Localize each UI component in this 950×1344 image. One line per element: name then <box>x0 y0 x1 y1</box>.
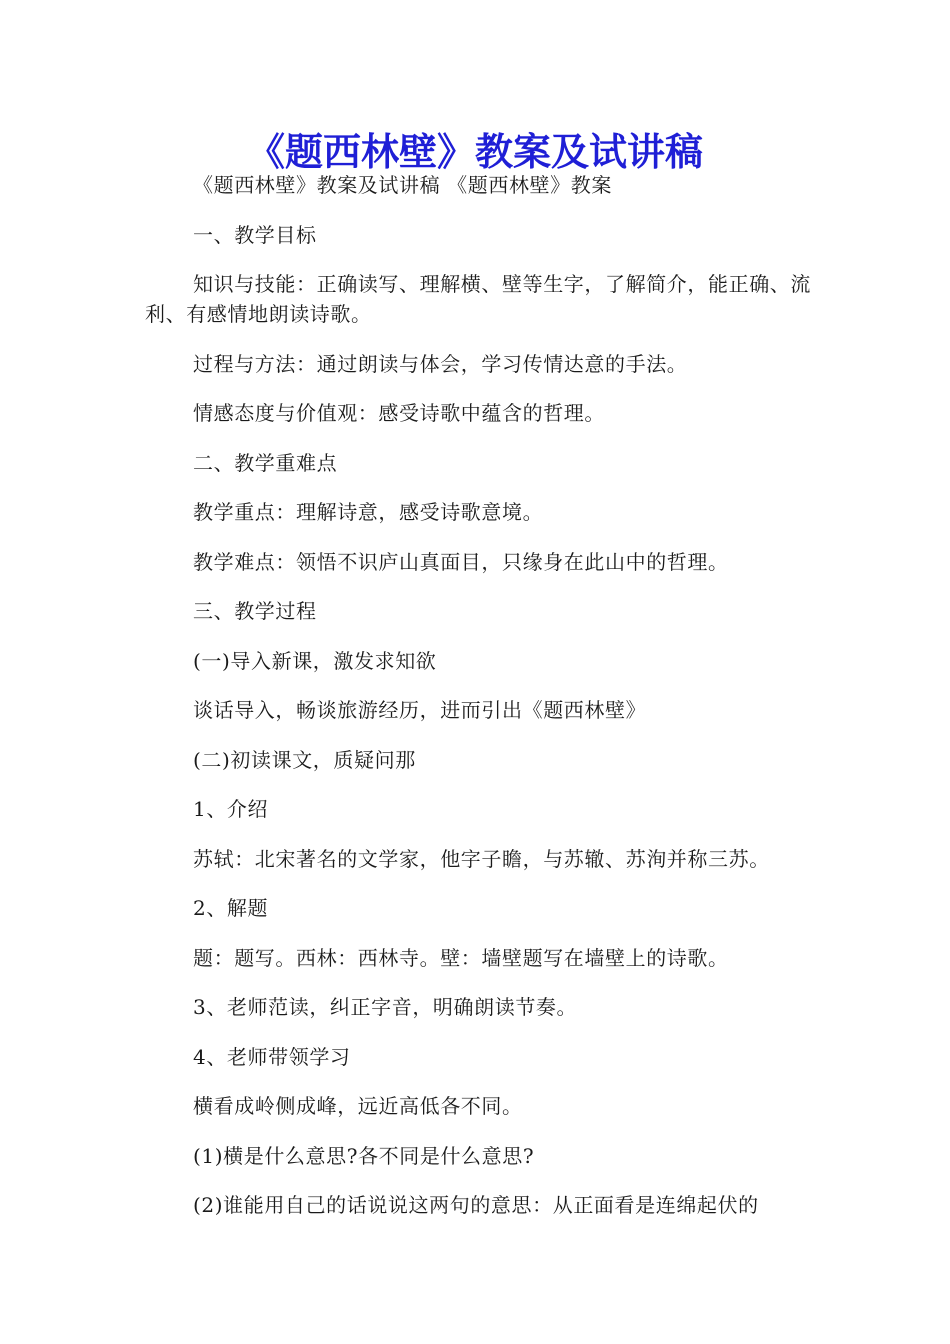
item-teacher-guided-study: 4、老师带领学习 <box>193 1044 351 1069</box>
document-body <box>145 170 815 1240</box>
section-heading-process: 三、教学过程 <box>193 599 317 623</box>
difficult-point: 教学难点：领悟不识庐山真面目，只缘身在此山中的哲理。 <box>193 549 729 574</box>
objective-process: 过程与方法：通过朗读与体会，学习传情达意的手法。 <box>193 351 688 376</box>
section-heading-key-points: 二、教学重难点 <box>193 450 338 475</box>
item-author-intro-heading: 1、介绍 <box>193 797 269 821</box>
step-heading-intro: (一)导入新课，激发求知欲 <box>193 648 437 673</box>
step-heading-first-reading: (二)初读课文，质疑问那 <box>193 747 416 772</box>
objective-emotion: 情感态度与价值观：感受诗歌中蕴含的哲理。 <box>193 401 605 425</box>
key-point: 教学重点：理解诗意，感受诗歌意境。 <box>193 500 544 524</box>
item-teacher-reading: 3、老师范读，纠正字音，明确朗读节奏。 <box>193 995 578 1019</box>
question-2: (2)谁能用自己的话说说这两句的意思：从正面看是连绵起伏的 <box>193 1193 759 1217</box>
poem-line: 横看成岭侧成峰，远近高低各不同。 <box>193 1094 523 1118</box>
objective-knowledge: 知识与技能：正确读写、理解横、壁等生字，了解简介，能正确、流利、有感情地朗读诗歌。 <box>145 272 811 326</box>
author-intro-text: 苏轼：北宋著名的文学家，他字子瞻，与苏辙、苏洵并称三苏。 <box>193 846 770 871</box>
item-title-explain-heading: 2、解题 <box>193 896 269 920</box>
section-heading-objectives: 一、教学目标 <box>193 222 317 247</box>
question-1: (1)横是什么意思?各不同是什么意思? <box>193 1143 535 1168</box>
subtitle-line: 《题西林壁》教案及试讲稿 《题西林壁》教案 <box>193 173 612 197</box>
title-explain-text: 题：题写。西林：西林寺。壁：墙壁题写在墙壁上的诗歌。 <box>193 945 729 970</box>
document-title: 《题西林壁》教案及试讲稿 <box>246 130 703 174</box>
intro-text: 谈话导入，畅谈旅游经历，进而引出《题西林壁》 <box>193 698 647 722</box>
